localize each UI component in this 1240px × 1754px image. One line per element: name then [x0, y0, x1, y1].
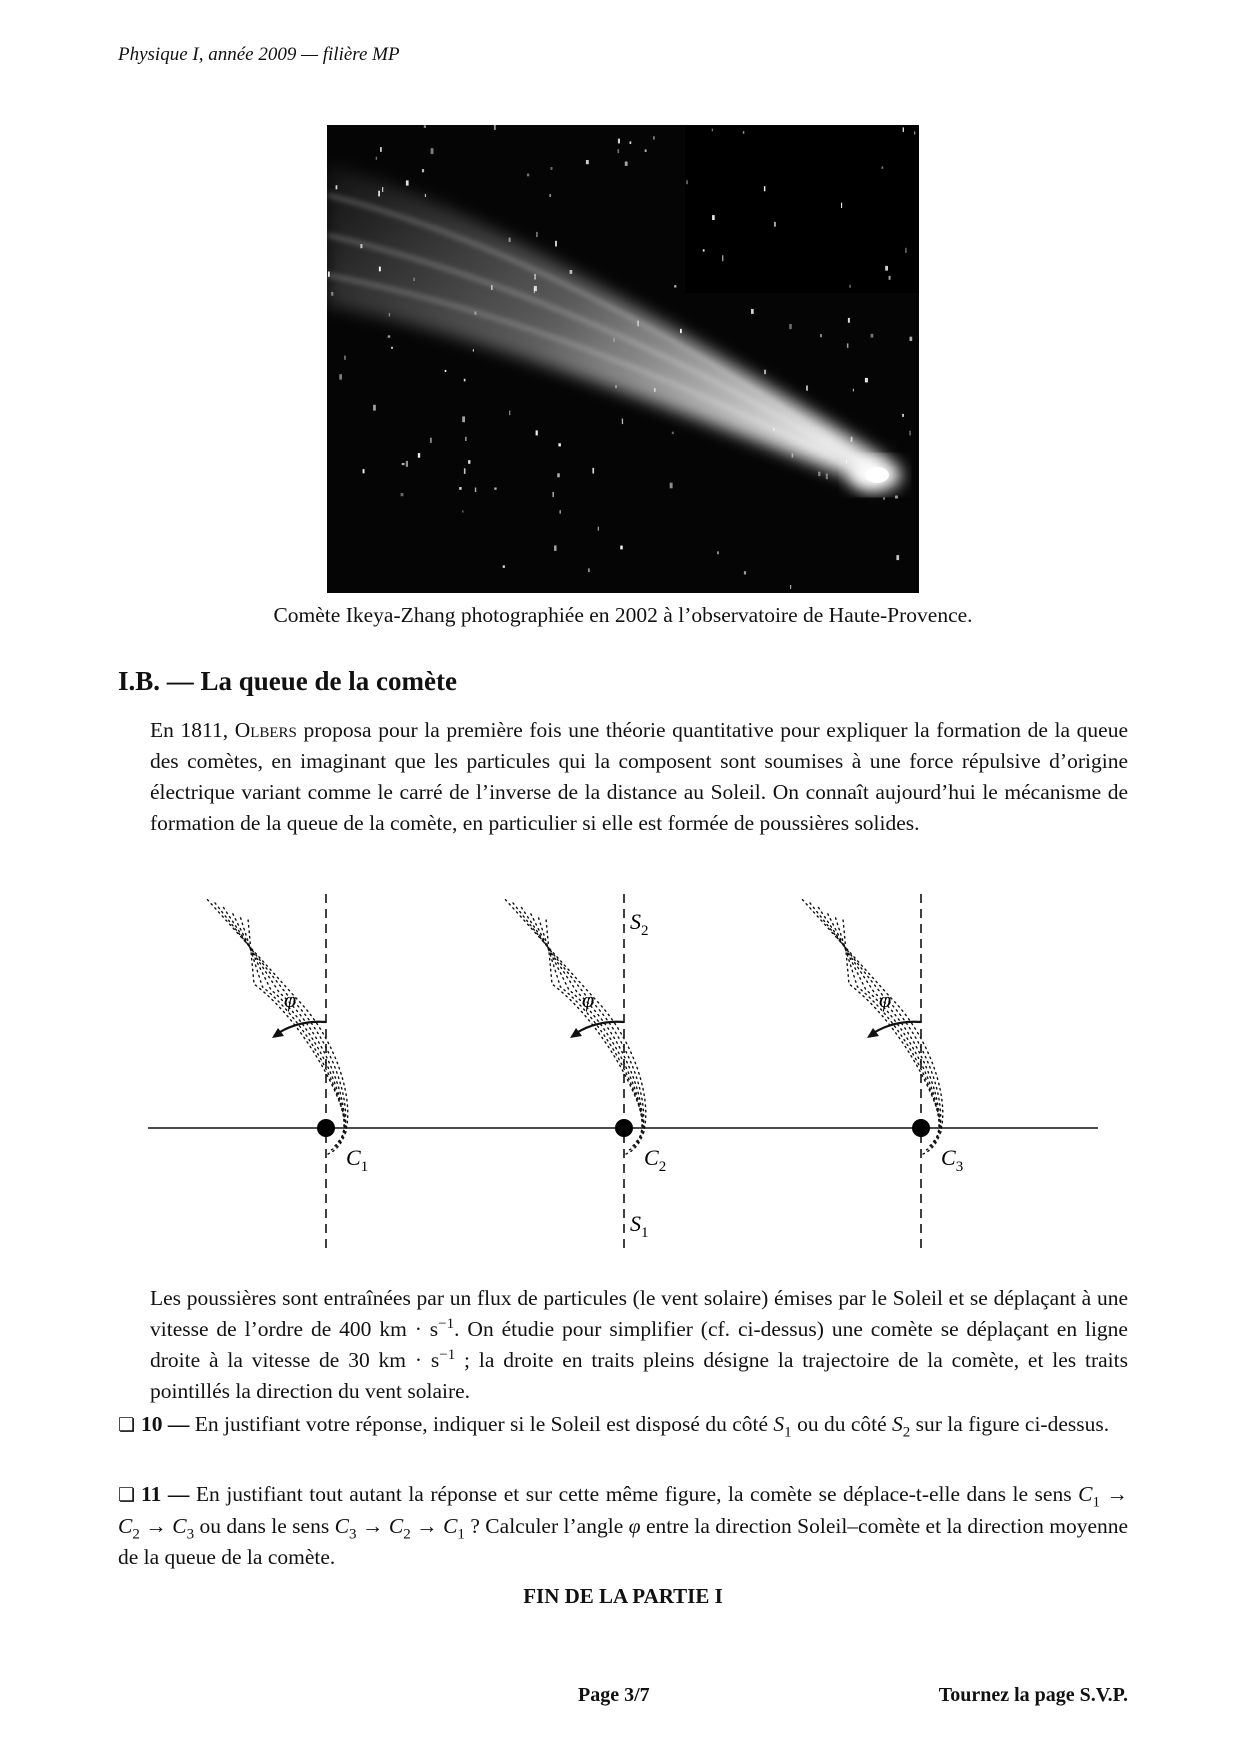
end-of-part: FIN DE LA PARTIE I: [523, 1584, 723, 1608]
comet-symbol: C: [172, 1514, 187, 1538]
turn-page-note: Tournez la page S.V.P.: [938, 1684, 1128, 1706]
q10-t3: sur la figure ci-dessus.: [910, 1412, 1110, 1436]
comet-label: $C_2$: [644, 1145, 667, 1175]
solar-wind-streamline: [206, 898, 348, 1154]
comet-nucleus: [317, 1119, 335, 1137]
comet-position-1: [206, 894, 368, 1250]
question-10: [118, 1409, 1128, 1441]
label-s1: $S_1$: [630, 1211, 649, 1241]
arrow: →: [356, 1514, 389, 1538]
solar-wind-streamline: [529, 911, 642, 1142]
q11-phi: φ: [628, 1514, 641, 1538]
solar-wind-streamline: [504, 898, 646, 1154]
comet-photo: [327, 125, 919, 593]
comet-nucleus: [615, 1119, 633, 1137]
checkbox-icon: ❏: [118, 1484, 136, 1506]
comet-symbol: C: [443, 1514, 458, 1538]
p2-part2: . On étudie pour simplifier (cf. ci-dessus) une comète se déplaçant en ligne droite à la vitesse de 30 km · s: [150, 1317, 1128, 1372]
p2-part1: Les poussières sont entraînées par un flux de particules (le vent solaire) émises par le Soleil et se déplaçant à une vitesse de l’ordre de 400 km · s: [150, 1286, 1128, 1341]
solar-wind-streamline: [801, 898, 943, 1154]
comet-index: 2: [132, 1526, 140, 1543]
q10-s2: S: [892, 1412, 903, 1436]
comet-index: 2: [403, 1526, 411, 1543]
q10-s1sub: 1: [784, 1424, 792, 1441]
solar-wind-streamline: [248, 919, 346, 1133]
q10-t2: ou du côté: [791, 1412, 892, 1436]
comet-label: $C_1$: [346, 1145, 369, 1175]
comet-position-2: [504, 894, 666, 1250]
running-head: Physique I, année 2009 — filière MP: [118, 44, 400, 65]
p2-exp2: −1: [439, 1346, 456, 1363]
comet-index: 1: [457, 1526, 465, 1543]
comet-symbol: C: [118, 1514, 133, 1538]
question-11: [118, 1479, 1128, 1573]
arrowhead-icon: [867, 1028, 879, 1038]
page-number: Page 3/7: [578, 1684, 650, 1706]
section-title: I.B. — La queue de la comète: [118, 666, 457, 696]
q11-t1: En justifiant tout autant la réponse et sur cette même figure, la comète se déplace-t-elle dans le sens: [189, 1482, 1079, 1506]
comet-index: 3: [348, 1526, 357, 1543]
comet-symbol: C: [334, 1514, 349, 1538]
comet-trajectory-figure: [140, 880, 1110, 1265]
intro-paragraph: [150, 715, 1128, 839]
comet-position-3: [801, 894, 963, 1250]
question-10-number: 10 —: [141, 1412, 190, 1436]
photo-caption: Comète Ikeya-Zhang photographiée en 2002 à l’observatoire de Haute-Provence.: [273, 603, 973, 627]
question-11-number: 11 —: [141, 1482, 190, 1506]
solar-wind-streamline: [843, 919, 941, 1133]
comet-symbol: C: [388, 1514, 404, 1538]
p2-exp1: −1: [438, 1315, 455, 1332]
q10-t1: En justifiant votre réponse, indiquer si le Soleil est disposé du côté: [189, 1412, 774, 1436]
intro-text: proposa pour la première fois une théorie quantitative pour expliquer la formation de la queue des comètes, en imaginant que les particules qui la composent sont soumises à une force répulsive d’origine électrique variant comme le carré de l’inverse de la distance au Soleil. On connaît aujourd’hui le mécanisme de formation de la queue de la comète, en particulier si elle est formée de poussières solides.: [150, 718, 1128, 835]
comet-nucleus: [912, 1119, 930, 1137]
intro-lead: En 1811,: [150, 718, 235, 742]
comet-label: $C_3$: [941, 1145, 964, 1175]
q11-t4: entre la direction Soleil–comète et la direction moyenne de la queue de la comète.: [118, 1514, 1129, 1569]
q10-s2sub: 2: [902, 1424, 911, 1441]
comet-symbol: C: [1078, 1482, 1093, 1506]
author-name: Olbers: [234, 718, 297, 742]
arrowhead-icon: [570, 1028, 582, 1038]
arrowhead-icon: [272, 1028, 284, 1038]
checkbox-icon: ❏: [118, 1414, 136, 1436]
comet-photo-image: [327, 125, 919, 593]
arrow: →: [410, 1514, 444, 1538]
solar-wind-streamline: [826, 911, 939, 1142]
p2-part3: ; la droite en traits pleins désigne la trajectoire de la comète, et les traits pointillés la direction du vent solaire.: [150, 1348, 1128, 1403]
angle-label: φ: [879, 987, 892, 1012]
comet-index: 1: [1092, 1494, 1100, 1511]
sequence-backward: [334, 1514, 465, 1543]
q10-s1: S: [773, 1412, 785, 1436]
q11-t3: ? Calculer l’angle: [464, 1514, 629, 1538]
angle-label: φ: [582, 987, 595, 1012]
q11-t2: ou dans le sens: [194, 1514, 335, 1538]
arrow: →: [1099, 1482, 1128, 1506]
comet-index: 3: [186, 1526, 195, 1543]
label-s2: $S_2$: [630, 909, 649, 939]
solar-wind-paragraph: [150, 1283, 1128, 1407]
arrow: →: [139, 1514, 173, 1538]
angle-label: φ: [284, 987, 297, 1012]
solar-wind-streamline: [231, 911, 344, 1142]
solar-wind-streamline: [546, 919, 644, 1133]
